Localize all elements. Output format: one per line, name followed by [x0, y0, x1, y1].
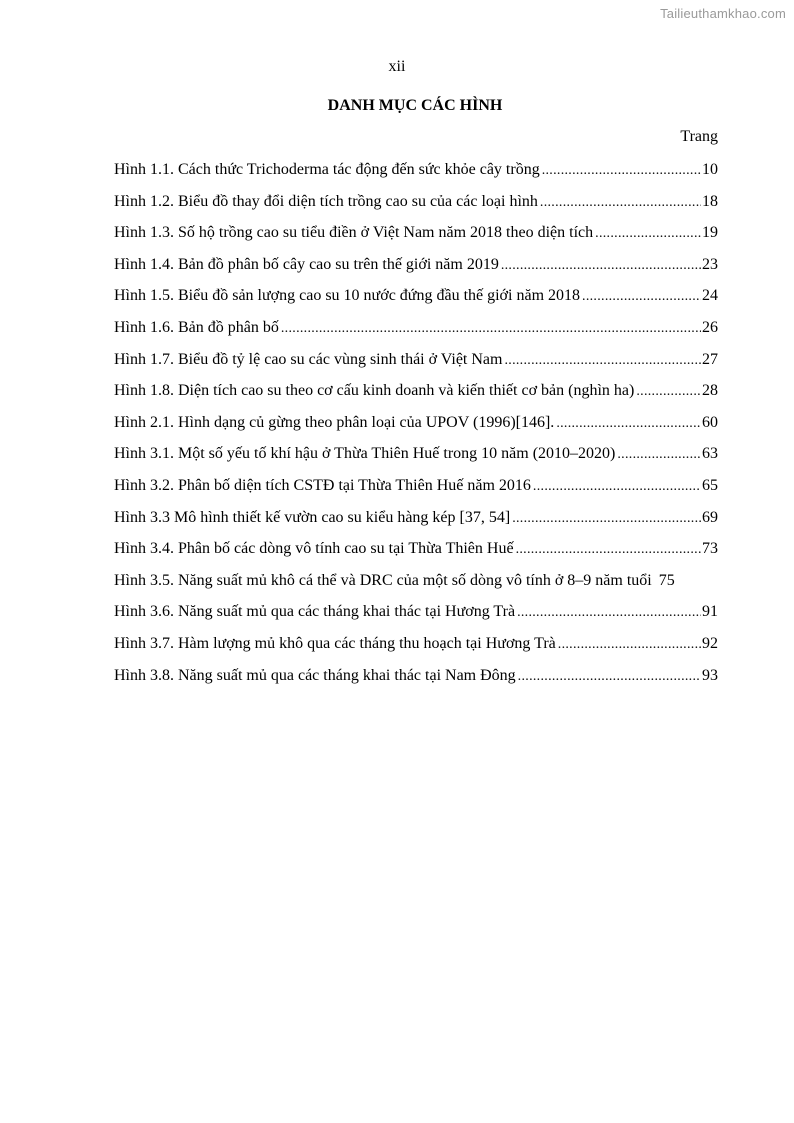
dot-leader — [517, 602, 701, 624]
dot-leader — [533, 476, 701, 498]
figure-page-number: 23 — [702, 255, 718, 273]
figure-list-entry — [114, 475, 718, 507]
figure-page-number: 69 — [702, 508, 718, 526]
figure-list — [114, 159, 718, 696]
figure-caption: Hình 1.6. Bản đồ phân bố — [114, 318, 279, 336]
figure-caption: Hình 1.1. Cách thức Trichoderma tác động đến sức khỏe cây trồng — [114, 161, 540, 178]
dot-leader — [540, 192, 701, 214]
figure-caption: Hình 3.2. Phân bố diện tích CSTĐ tại Thừa Thiên Huế năm 2016 — [114, 476, 531, 494]
figure-page-number: 91 — [702, 603, 718, 621]
figure-page-number: 65 — [702, 476, 718, 494]
figure-caption: Hình 3.7. Hàm lượng mủ khô qua các tháng thu hoạch tại Hương Trà — [114, 634, 556, 652]
figure-list-entry — [114, 349, 718, 381]
figure-page-number: 75 — [658, 571, 675, 589]
figure-page-number: 93 — [702, 666, 718, 684]
figure-caption: Hình 1.5. Biểu đồ sản lượng cao su 10 nước đứng đầu thế giới năm 2018 — [114, 287, 581, 305]
figure-page-number: 63 — [702, 445, 718, 463]
figure-caption: Hình 3.1. Một số yếu tố khí hậu ở Thừa Thiên Huế trong 10 năm (2010–2020) — [114, 445, 616, 463]
watermark-text: Tailieuthamkhao.com — [660, 6, 786, 21]
figure-page-number: 27 — [702, 350, 718, 368]
figure-page-number: 60 — [702, 413, 718, 431]
figure-list-entry — [114, 601, 718, 633]
dot-leader — [281, 318, 701, 340]
dot-leader — [582, 286, 701, 308]
figure-caption: Hình 1.7. Biểu đồ tỷ lệ cao su các vùng sinh thái ở Việt Nam — [114, 350, 503, 368]
figure-caption: Hình 3.4. Phân bố các dòng vô tính cao su tại Thừa Thiên Huế — [114, 540, 514, 558]
page-title: DANH MỤC CÁC HÌNH — [327, 97, 503, 114]
figure-caption: Hình 3.3 Mô hình thiết kế vườn cao su kiểu hàng kép [37, 54] — [114, 508, 511, 526]
dot-leader — [556, 413, 701, 435]
figure-list-entry — [114, 285, 718, 317]
figure-list-entry — [114, 665, 718, 697]
figure-caption: Hình 1.3. Số hộ trồng cao su tiểu điền ở Việt Nam năm 2018 theo diện tích — [114, 224, 594, 242]
figure-list-entry — [114, 507, 718, 539]
figure-list-entry — [114, 191, 718, 223]
figure-caption: Hình 1.8. Diện tích cao su theo cơ cấu kinh doanh và kiến thiết cơ bản (nghìn ha) — [114, 382, 635, 400]
dot-leader — [518, 666, 701, 688]
figure-page-number: 73 — [702, 540, 718, 558]
figure-caption: Hình 3.5. Năng suất mủ khô cá thể và DRC của một số dòng vô tính ở 8–9 năm tuổi — [114, 571, 652, 589]
figure-list-entry — [114, 317, 718, 349]
figure-list-entry — [114, 570, 718, 602]
figure-list-entry — [114, 412, 718, 444]
figure-list-entry — [114, 222, 718, 254]
figure-list-entry — [114, 254, 718, 286]
figure-page-number: 18 — [702, 192, 718, 210]
dot-leader — [636, 381, 701, 403]
dot-leader — [595, 223, 701, 245]
figure-list-entry — [114, 159, 718, 191]
figure-caption: Hình 1.4. Bản đồ phân bố cây cao su trên thế giới năm 2019 — [114, 255, 499, 273]
page-number: xii — [388, 58, 406, 75]
figure-list-entry — [114, 633, 718, 665]
dot-leader — [512, 508, 701, 530]
figure-caption: Hình 3.6. Năng suất mủ qua các tháng khai thác tại Hương Trà — [114, 603, 516, 621]
dot-leader — [558, 634, 701, 656]
dot-leader — [504, 350, 701, 372]
figure-caption: Hình 3.8. Năng suất mủ qua các tháng khai thác tại Nam Đông — [114, 666, 516, 684]
dot-leader — [542, 160, 701, 182]
dot-leader — [501, 255, 701, 277]
figure-page-number: 92 — [702, 634, 718, 652]
figure-page-number: 26 — [702, 318, 718, 336]
figure-list-entry — [114, 538, 718, 570]
figure-page-number: 10 — [702, 161, 718, 178]
figure-list-entry — [114, 380, 718, 412]
dot-leader — [516, 539, 701, 561]
figure-page-number: 28 — [702, 382, 718, 400]
page-column-header: Trang — [680, 128, 718, 145]
figure-list-entry — [114, 443, 718, 475]
figure-caption: Hình 2.1. Hình dạng củ gừng theo phân loại của UPOV (1996)[146]. — [114, 413, 555, 431]
dot-leader — [617, 444, 701, 466]
figure-page-number: 19 — [702, 224, 718, 242]
figure-caption: Hình 1.2. Biểu đồ thay đổi diện tích trồng cao su của các loại hình — [114, 192, 538, 210]
figure-page-number: 24 — [702, 287, 718, 305]
